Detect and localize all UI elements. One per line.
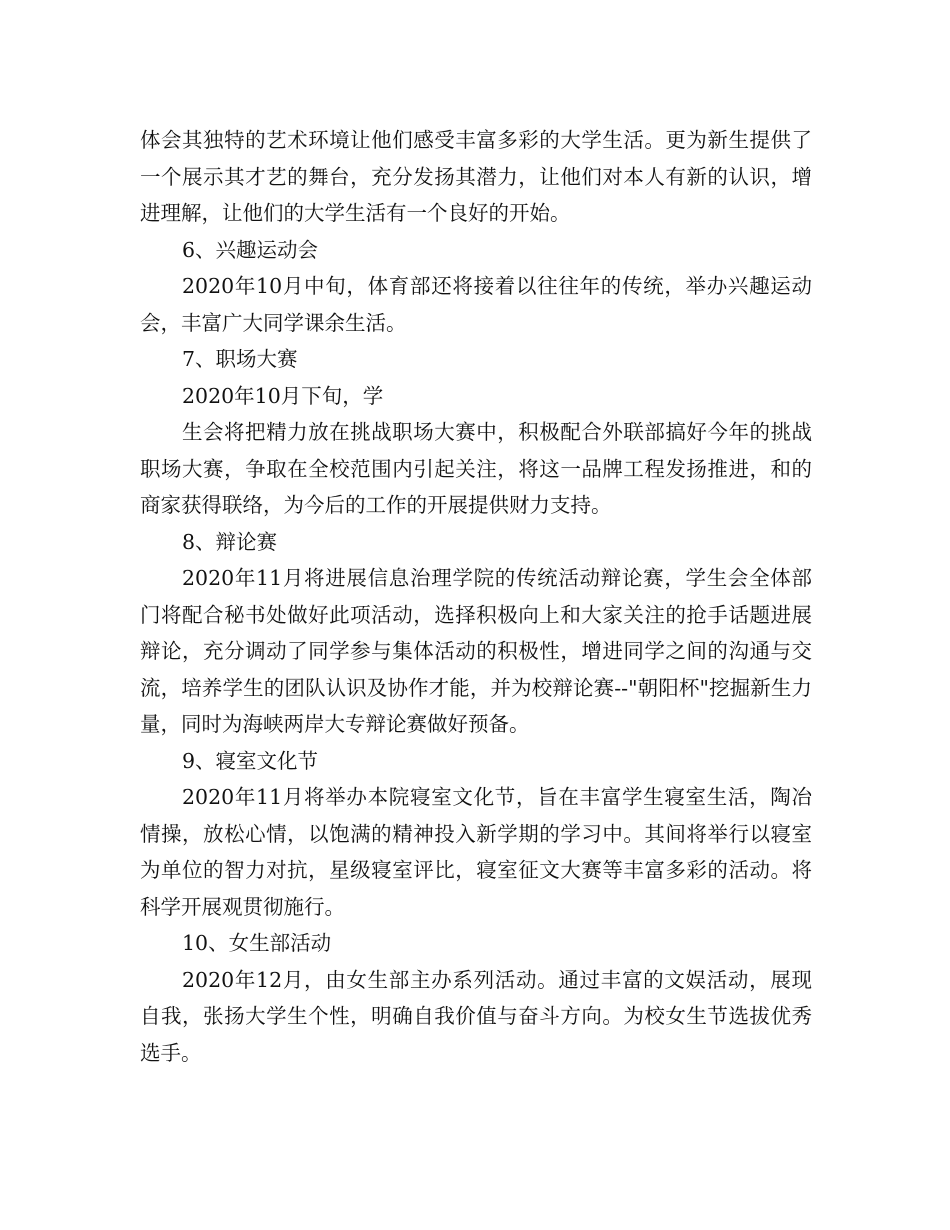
paragraph-debate: 2020年11月将进展信息治理学院的传统活动辩论赛，学生会全体部门将配合秘书处做好此项活动，选择积极向上和大家关注的抢手话题进展辩论，充分调动了同学参与集体活动的积极性，增进同学之间的沟通与交流，培养学生的团队认识及协作才能，并为校辩论赛--"朝阳杯"挖掘新生力量，同时为海峡两岸大专辩论赛做好预备。 (140, 566, 812, 736)
paragraph-dorm-culture-festival: 2020年11月将举办本院寝室文化节，旨在丰富学生寝室生活，陶冶情操，放松心情，以饱满的精神投入新学期的学习中。其间将举行以寝室为单位的智力对抗，星级寝室评比，寝室征文大赛等丰富多彩的活动。将科学开展观贯彻施行。 (140, 785, 812, 919)
heading-debate: 8、辩论赛 (182, 529, 278, 554)
paragraph-female-students-activities: 2020年12月，由女生部主办系列活动。通过丰富的文娱活动，展现自我，张扬大学生个性，明确自我价值与奋斗方向。为校女生节选拔优秀选手。 (140, 967, 812, 1065)
paragraph-intro-continuation: 体会其独特的艺术环境让他们感受丰富多彩的大学生活。更为新生提供了一个展示其才艺的舞台，充分发扬其潜力，让他们对本人有新的认识，增进理解，让他们的大学生活有一个良好的开始。 (140, 128, 812, 225)
heading-dorm-culture-festival: 9、寝室文化节 (182, 748, 319, 773)
heading-career-contest: 7、职场大赛 (182, 347, 298, 371)
paragraph-career-contest-date: 2020年10月下旬，学 (182, 383, 384, 408)
paragraph-career-contest: 生会将把精力放在挑战职场大赛中，积极配合外联部搞好今年的挑战职场大赛，争取在全校范围内引起关注，将这一品牌工程发扬推进，和的商家获得联络，为今后的工作的开展提供财力支持。 (140, 420, 812, 517)
paragraph-interest-sports-meet: 2020年10月中旬，体育部还将接着以往往年的传统，举办兴趣运动会，丰富广大同学课余生活。 (140, 274, 812, 335)
heading-female-students-activities: 10、女生部活动 (182, 931, 332, 955)
heading-interest-sports-meet: 6、兴趣运动会 (182, 237, 319, 262)
document-body (140, 122, 812, 1071)
